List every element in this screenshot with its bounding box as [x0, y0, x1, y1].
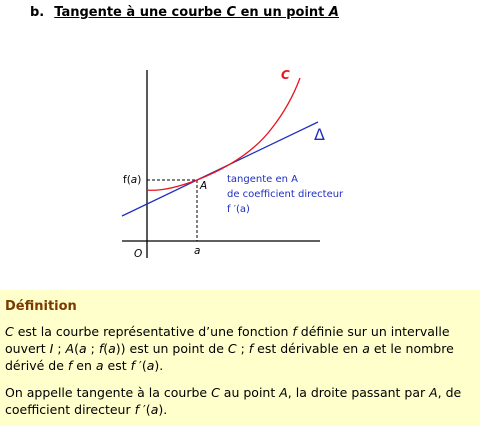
a-tick-label: a	[194, 245, 201, 257]
definition-box	[0, 290, 480, 426]
point-a-label: A	[200, 180, 208, 192]
section-number: b.	[30, 5, 45, 20]
point-symbol: A	[328, 5, 339, 20]
tangent-note-line2: de coefficient directeur	[227, 189, 344, 200]
definition-title: Définition	[5, 299, 77, 314]
definition-paragraph-1: C est la courbe représentative d’une fonction f définie sur un intervalle ouvert I ; A(a ; f(a)) est un point de C ; f est dérivable en a et le nombre dérivé de f en a est f ′(a).	[5, 324, 454, 373]
tangent-note-line3: f ′(a)	[227, 204, 250, 215]
tangent-note-line1: tangente en A	[227, 174, 298, 185]
definition-paragraph-2: On appelle tangente à la courbe C au point A, la droite passant par A, de coefficient directeur f ′(a).	[5, 385, 462, 417]
fa-label: f(a)	[123, 174, 142, 186]
curve-label: C	[281, 68, 290, 82]
section-title: Tangente à une courbe C en un point A	[54, 5, 339, 20]
delta-label: Δ	[314, 125, 325, 144]
origin-label: O	[134, 248, 143, 260]
curve-symbol: C	[226, 5, 237, 20]
